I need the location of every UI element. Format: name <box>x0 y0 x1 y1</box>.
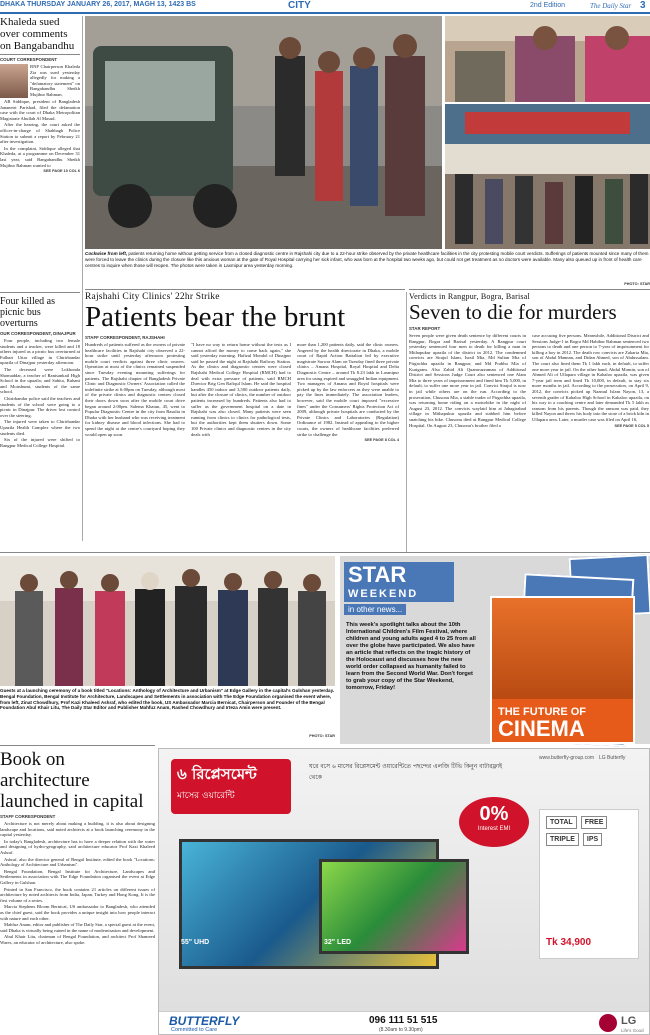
picnic-headline: Four killed as picnic bus overturns <box>0 296 55 329</box>
masthead-brand: The Daily Star <box>590 2 632 10</box>
book-p3: Ashraf, also the director general of Bengal Institute, edited the book "Locations: Anthology of Architecture and Urbanism". <box>0 856 155 868</box>
main-kicker: Rajshahi City Clinics' 22hr Strike <box>85 292 220 302</box>
main-byline: STAFF CORRESPONDENT, RAJSHAHI <box>85 335 165 340</box>
book-p1: Architecture is not merely about making a building, it is also about designing landscape and locations, said noted architects at a book launching ceremony in the capital yesterday. <box>0 821 155 838</box>
cover-title-line1: THE FUTURE OF <box>498 706 586 718</box>
book-byline: STAFF CORRESPONDENT <box>0 814 56 819</box>
lg-tagline: Life's Good <box>621 1028 644 1033</box>
khaleda-continued[interactable]: SEE PAGE 10 COL 6 <box>43 169 80 174</box>
picnic-p4: The injured were taken to Chirirbandar Upazila Health Complex where the two students died. <box>0 419 80 436</box>
page-header <box>0 0 650 14</box>
lg-logo-icon <box>599 1014 617 1032</box>
book-p6: Marcia Stephens Bloom Bernicat, US ambassador to Bangladesh, who attended as the chief guest, said the book provides a unique insight into how people interact with nature and each other. <box>0 904 155 921</box>
in-other-news: in other news... <box>344 604 406 615</box>
khaleda-byline: COURT CORRESPONDENT <box>0 57 58 62</box>
feature-badge: FREE <box>581 816 608 829</box>
khaleda-p2: AB Siddique, president of Bangladesh Jananetri Parishad, filed the defamation case with the court of Dhaka Metropolitan Magistrate Abullah Al Masud. <box>0 99 80 121</box>
section-title: CITY <box>288 0 311 11</box>
butterfly-tagline: Committed to Care <box>171 1027 218 1033</box>
main-story <box>85 289 405 442</box>
book-p2: In today's Bangladesh, architecture has to have a deeper relation with the water and designing of hydro-geography, said architecture educator Prof Kazi Khaleed Ashraf. <box>0 838 155 855</box>
main-col2: "I have no way to return home without the tests as I cannot afford the money to come back again," she said yesterday morning. Hafizul Mondol of Dinajpur said he passed the night at Rajshahi Railway Station. As the clinics and diagnostic centres were closed Rajshahi Medical College Hospital (RMCH) had to deal with extra pressure of patients, said RMCH Director Brig Gen Rafiqul Islam. He said the hospital handles 450 indoor and 3,500 outdoor patients daily, but after the closure of clinics, the number of outdoor patients increased by hundreds. Patients also had to suffer as the government hospital on a date in Rajshahi was also closed. Many patients were seen running from clinics to clinics for pathological tests, but the authorities kept them shutters down. Some 100 Private clinics and diagnostic centres in the city deals with <box>191 342 291 437</box>
khaleda-intro: BNP Chairperson Khaleda Zia was sued yesterday allegedly for making a "defamatory statement" on Bangabandhu Sheikh Mujibur Rahman. <box>30 64 80 97</box>
edition-label: 2nd Edition <box>530 2 566 9</box>
verdict-continued[interactable]: SEE PAGE 5 COL 5 <box>614 423 649 428</box>
ad-url[interactable]: www.butterfly-group.com <box>539 755 595 761</box>
main-continued[interactable]: SEE PAGE 8 COL 4 <box>364 438 399 443</box>
verdict-kicker: Verdicts in Rangpur, Bogra, Barisal <box>409 292 530 301</box>
caption-text: patients returning home without getting service from a closed diagnostic centre in Rajshahi city due to a 22-hour strike observed by the private healthcare facilities in the city protesting mobile court verdicts. Sufferings of patients mounted since many of them were forced to leave the clinics during the closure like this anxious woman at the gate of Royal Hospital carrying her sick infant, who was born at the hospital two weeks ago, but could not get treatment as no doctors were available. Many also queued up in front of health care centres to inquire when those will reopen. The photos were taken in Laxmipur area yesterday morning. <box>85 251 649 268</box>
book-headline: Book on architecture launched in capital <box>0 749 144 812</box>
top-photo-credit: PHOTO: STAR <box>624 282 650 286</box>
picnic-p2: The deceased were Lokhonda Shomaddar, a teacher of Ranisankail High School in the upazila; and Sabita, Ruhani and Moushumi, students of the same school. <box>0 366 80 395</box>
ad-price: Tk 34,900 <box>546 937 592 948</box>
column-divider <box>406 292 407 552</box>
picnic-p5: Six of the injured were shifted to Rangpur Medical College Hospital. <box>0 437 80 448</box>
verdict-byline: STAR REPORT <box>409 326 441 331</box>
top-photo-caption <box>85 251 650 268</box>
khaleda-photo <box>0 64 28 98</box>
verdict-col1: Seven people were given death sentence by different courts in Rangpur, Bogra and Barisal yesterday. A Rangpur court yesterday sentenced four men to death for killing a man in Mithapukur upazila of the district in 2012. The condemned convicts are Sirajul Islam, Israil Mia, Md Sultan Mia of Pirgachha upazila in Rangpur, and Md Prabhu Mia of Kurigram. Also Zahid Ali Quamruzzaman of Additional District and Sessions Judge Court also sentenced one Alam Mia to three years of imprisonment and fined him Tk 5,000, in default, to suffer one more year in jail. Convict Sirajul is now in jail while others are on the run. According to the prosecution, Chusonu Mia, a stable trader of Pirgachha upazila, was returning home riding on a motorbike in the night of August 23, 2012. The convicts waylaid him at Jahagirabad village in Mithapukur upazila and stabbed him before snatching his bike. Chusonu died at Rangpur Medical College Hospital. On August 23, Chusonu's brother filed a <box>409 333 526 428</box>
warranty-banner: ৬ রিপ্লেসমেন্ট মাসের ওয়ারেন্টি <box>171 759 291 814</box>
cover-title-line2: CINEMA <box>498 716 585 741</box>
khaleda-headline: Khaleda sued over comments on Bangabandhu <box>0 16 75 52</box>
main-col3: more than 1,200 patients daily, said the clinic owners. Angered by the health directorate in Dhaka, a mobile court of Rapid Action Battalion led by executive magistrate Sarwar Alam on Tuesday fined three private clinics – Amana Hospital, Royal Hospital and Delta Diagnostic Centre – around Tk 8.23 lakh in Laxmipur area for using expired and smuggled Indian equipment. Two managers of Amana and Royal hospitals were picked up by the law enforcers as they were unable to pay the fines immediately. The association leaders, however, said the mobile court imposed "excessive fines" under the Consumers' Rights Protection Act of 2009, although private hospitals are conducted by the Private Clinics and Laboratories (Regulation) Ordinance of 1982. Instead of appealing to the higher courts, the owners of healthcare facilities preferred strike to challenge the <box>297 342 399 437</box>
khaleda-p4: In the complaint, Siddique alleged that Khaleda, at a programme on December 31 last year, said Bangabandhu Sheikh Mujibur Rahman wanted to <box>0 145 80 168</box>
photo-queue-clinic <box>445 104 650 249</box>
lg-logo-text: LG <box>621 1015 637 1027</box>
caption-lead: Cockwise from left, <box>85 251 128 256</box>
picnic-byline: OUR CORRESPONDENT, DINAJPUR <box>0 331 76 336</box>
verdict-col2: case accusing five persons. Meanwhile, Additional District and Sessions Judge-1 in Bogra Md Habibur Rahman sentenced two persons to death and one person to 7-year of imprisonment for killing a boy in 2012. The death row convicts are Zakaria Mia, son of Abdul Mannan, and Didan Ahmed, son of Abdussalam. The court also fined them Tk 1 lakh each, in default, to suffer one more year in jail. On the other hand, Abdul Momin, son of Ahmed Ali of Ullapara village in Kahaloo upazila, was given 7-year jail term and fined Tk 10,000, in default, to stay six more months in jail. According to the prosecution, on April 9, 2012, the convicts picked up Nazmul Islam Nayon, 13, a seventh grader of Kahaloo High School in Kahaloo upazila, on his way to a coaching centre and later demanded Tk 5 lakh as ransom from his parents. Though the ransom was paid, they killed Nayon and threw his body into the store of a brick kiln in Ullapara area. Later, a murder case was filed on April 16, <box>532 333 649 422</box>
dateline: DHAKA THURSDAY JANUARY 26, 2017, MAGH 13, 1423 BS <box>0 1 196 8</box>
book-p8: Abul Khair Litu, chairman of Bengal Foundation, and architect Prof Shameed Wares, an educator of architecture, also spoke. <box>0 934 155 945</box>
ad-lg-tag: LG Butterfly <box>599 755 626 761</box>
ad-phone-note: (8.30am to 9.30pm) <box>379 1027 423 1033</box>
feature-badges <box>540 810 638 852</box>
book-p5: Printed in San Francisco, the book contains 21 articles on different issues of architecture by noted architects from India, Japan, Turkey and Hong Kong. It is the first volume of a series. <box>0 886 155 903</box>
feature-badge: IPS <box>583 833 602 846</box>
khaleda-story <box>0 16 80 173</box>
verdict-story <box>409 289 650 428</box>
feature-badge: TOTAL <box>546 816 577 829</box>
ad-bengali-copy: ঘরে বসে ৬ মাসের রিপ্লেসমেন্ট ওয়ারেন্টিতে পছন্দের এলজি টিভি কিনুন বাটারফ্লাই থেকে <box>309 763 503 781</box>
photo-book-launch <box>0 556 335 686</box>
verdict-headline: Seven to die for murders <box>409 300 617 324</box>
feature-badge: TRIPLE <box>546 833 579 846</box>
model-b: 32" LED <box>324 939 352 946</box>
bottom-photo-caption: Guests at a launching ceremony of a book titled "Locations: Anthology of Architecture and Urbanism" at Edge Gallery in the capital's Gulshan yesterday. Bengal Foundation, Bengal Institute for Architecture, Landscapes and Settlements in association with The Edge Foundation organised the event where, from left, Zinat Chowdhury, Prof Kazi Khaleed Ashraf, who edited the book, US Ambassador Marcia Bernicat, Chairperson and Founder of the Bengal Foundation Abul Khair Litu, The Daily Star Editor and Publisher Mahfuz Anam, Rashed Chowdhury and Irteza Amin were present. <box>0 688 335 711</box>
star-weekend-logo: STAR WEEKEND <box>344 562 454 602</box>
star-weekend-cover <box>490 596 635 744</box>
zero-interest-badge: 0% Interest EMI <box>459 797 529 847</box>
picnic-story <box>0 292 80 449</box>
butterfly-logo: BUTTERFLY <box>169 1014 240 1028</box>
book-p7: Mahfuz Anam, editor and publisher of The Daily Star, a special guest at the event, said Dhaka is virtually being ruined in the name of modernisation and development. <box>0 922 155 933</box>
feature-panel <box>539 809 639 959</box>
star-weekend-promo[interactable] <box>340 556 650 744</box>
photo-anxious-woman <box>445 16 650 102</box>
ad-phone[interactable]: 096 111 51 515 <box>369 1015 438 1026</box>
star-weekend-blurb: This week's spotlight talks about the 10th International Children's Film Festival, where children and young adults aged 4 to 25 from all over the globe have participated. We also have an article that reflects on the tragic history of the Holocaust and discusses how the new world order collapsed as humanity failed to learn from the Second World War. Don't forget to grab your copy of the Star Weekend, tomorrow, Friday! <box>346 622 476 691</box>
picnic-p1: Four people, including two female students and a teacher, were killed and 18 others injured as a picnic bus overturned at Fulbari Uttar village in Chirirbandar upazila of Dinajpur yesterday afternoon. <box>0 338 80 366</box>
ad-footer <box>159 1011 650 1035</box>
photo-rajshahi-patients <box>85 16 442 249</box>
section-divider <box>0 552 650 553</box>
main-headline: Patients bear the brunt <box>85 301 346 333</box>
column-divider <box>82 16 83 541</box>
picnic-p3: Chirirbandar police said the teachers and students of the school were going to a picnic in Dinajpur. The driver lost control over the steering. <box>0 395 80 418</box>
main-col1: Hundreds of patients suffered as the owners of private healthcare facilities in Rajshahi city observed a 22-hour strike until yesterday afternoon protesting mobile court verdicts against three clinic owners. Operation at most of the clinics remained suspended since Tuesday evening mounting sufferings for patients. The Rajshahi chapter of Bangladesh Private Clinic and Diagnostic Owners' Association called the indefinite strike at 6:00pm on Tuesday, although most of the private clinics and diagnostic centres closed their doors down soon after the mobile court drive began around 2:00pm. Salema Khatun, 45, went to Popular Diagnostic Centre in the city from Rasulia in Dhaka with her husband who was receiving treatment for kidney disease and blood infections. She had to spend the night at the centre's courtyard hoping they would open up soon. <box>85 342 185 437</box>
khaleda-p3: After the hearing, the court asked the officer-in-charge of Shahbagh Police Station to submit a report by February 21 after investigation. <box>0 122 80 145</box>
bottom-photo-credit: PHOTO: STAR <box>309 734 335 738</box>
model-a: 55" UHD <box>181 939 210 946</box>
book-story <box>0 745 155 946</box>
page-number: 3 <box>640 0 646 11</box>
butterfly-lg-ad[interactable] <box>158 748 650 1035</box>
book-p4: Bengal Foundation, Bengal Institute for Architecture, Landscapes and Settlements in association with The Edge Foundation organised the event at Edge Gallery in Gulshan. <box>0 868 155 885</box>
